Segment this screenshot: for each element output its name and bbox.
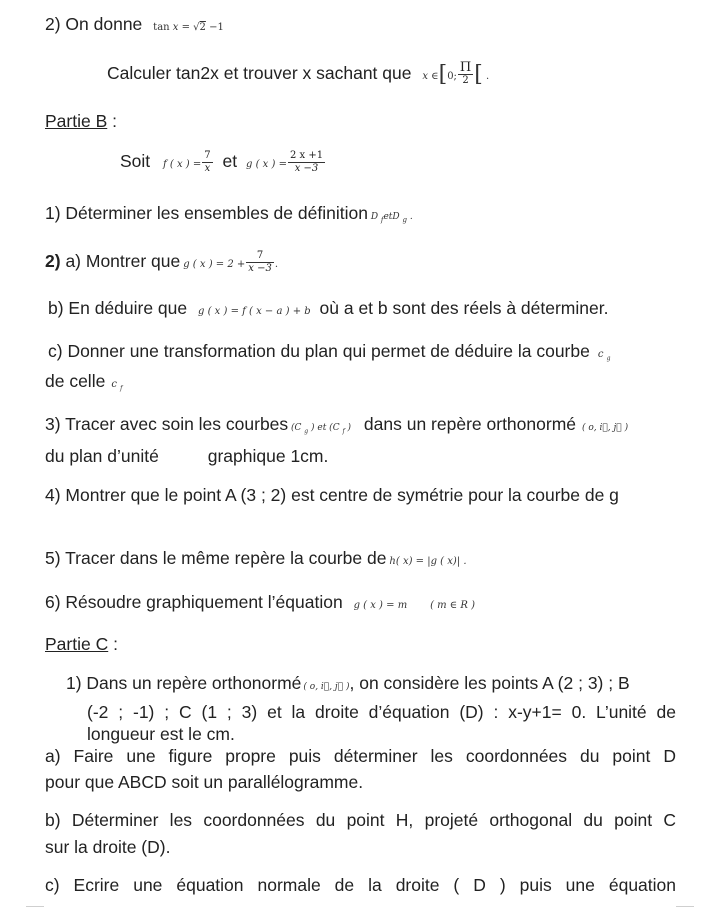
- h-definition: h( x) = |g ( x)| .: [389, 556, 467, 567]
- f-definition: f ( x ) =: [163, 159, 202, 171]
- interval-expression: x ∈: [422, 71, 439, 83]
- frame-expr: ( o, i⃗, j⃗ ): [582, 423, 629, 433]
- soit-label: Soit: [120, 151, 151, 172]
- definitions-line: Soit f ( x ) = $\frac{7}{x}$ et g ( x ) = $\frac{2 x +1}{x -3}$: [120, 150, 324, 174]
- b-q2c-line2: de celle c $_f$: [45, 371, 123, 392]
- c-qa-line2: pour que ABCD soit un parallélogramme.: [45, 772, 364, 792]
- c-qb-line1: b) Déterminer les coordonnées du point H, projeté orthogonal du point C: [45, 810, 676, 830]
- tan-expression: tan x = √2 −1: [153, 22, 224, 33]
- partie-c-heading: Partie C :: [45, 634, 118, 654]
- c-q1-line1: 1) Dans un repère orthonormé ( o, i⃗, j⃗ ), on considère les points A (2 ; 3) ; B: [66, 673, 630, 693]
- g-rewrite: g ( x ) = 2 +: [183, 259, 246, 271]
- domain-sets: D $_f$etD $_g$ .: [367, 212, 413, 224]
- b-q1-line: [45, 203, 413, 224]
- b-q6-line: [45, 592, 475, 613]
- q2-task: Calculer tan2x et trouver x sachant que: [107, 63, 412, 84]
- q2-line: [45, 14, 224, 35]
- partie-b-title: Partie B: [45, 111, 108, 131]
- c-q1-line2: (-2 ; -1) ; C (1 ; 3) et la droite d’équation (D) : x-y+1= 0. L’unité de: [87, 702, 676, 722]
- b-q5-text: 5) Tracer dans le même repère la courbe de: [45, 548, 387, 568]
- b-q6-text: 6) Résoudre graphiquement l’équation: [45, 592, 343, 612]
- b-q3-line2: du plan d’unité graphique 1cm.: [45, 446, 329, 466]
- curves-expr: (C $_g$ ) et (C $_f$ ): [288, 423, 352, 435]
- partie-c-title: Partie C: [45, 634, 109, 654]
- partie-b-heading: Partie B :: [45, 111, 117, 131]
- b-q4-text: 4) Montrer que le point A (3 ; 2) est centre de symétrie pour la courbe de g: [45, 485, 619, 505]
- b-q2b-line: b) En déduire que g ( x ) = f ( x − a ) + b où a et b sont des réels à déterminer.: [48, 298, 609, 318]
- c-frame-expr: ( o, i⃗, j⃗ ): [303, 682, 350, 692]
- m-in-r: ( m ∈ R ): [430, 600, 475, 611]
- b-q4-line: [45, 485, 619, 506]
- c-q1-line3: longueur est le cm.: [87, 724, 235, 744]
- b-q3-text: 3) Tracer avec soin les courbes: [45, 414, 289, 434]
- g-translation-expr: g ( x ) = f ( x − a ) + b: [198, 306, 311, 317]
- c-qb-line2: sur la droite (D).: [45, 837, 171, 857]
- c-qa-line1: a) Faire une figure propre puis déterminer les coordonnées du point D: [45, 746, 676, 766]
- c-q1-text: 1) Dans un repère orthonormé: [66, 673, 302, 693]
- q2-task-line: Calculer tan2x et trouver x sachant que x ∈[0; $\frac{\Pi}{2}$ [ .: [107, 60, 490, 87]
- pi-over-2: $\frac{\Pi}{2}$: [459, 60, 472, 86]
- corner-mark-left: [26, 906, 44, 907]
- equation-expr: g ( x ) = m: [353, 600, 408, 611]
- b-q2c-text: c) Donner une transformation du plan qui permet de déduire la courbe: [48, 341, 590, 361]
- b-q3-line1: 3) Tracer avec soin les courbes (C $_g$ ) et (C $_f$ ) dans un repère orthonormé ( o, i⃗, j⃗ ): [45, 414, 629, 435]
- b-q2b-text: b) En déduire que: [48, 298, 188, 318]
- q2-label: 2) On donne: [45, 14, 143, 34]
- b-q1-text: 1) Déterminer les ensembles de définition: [45, 203, 368, 223]
- corner-mark-right: [676, 906, 694, 907]
- b-q2a-text: a) Montrer que: [65, 251, 181, 272]
- b-q5-line: [45, 548, 467, 569]
- b-q2c-line1: c) Donner une transformation du plan qui permet de déduire la courbe c $_g$: [48, 341, 611, 362]
- c-qc-line1: c) Ecrire une équation normale de la droite ( D ) puis une équation: [45, 875, 676, 895]
- g-definition: g ( x ) =: [246, 159, 287, 171]
- b-q2a-line: 2) a) Montrer que g ( x ) = 2 + $\frac{7}{x -3}$ .: [45, 250, 279, 274]
